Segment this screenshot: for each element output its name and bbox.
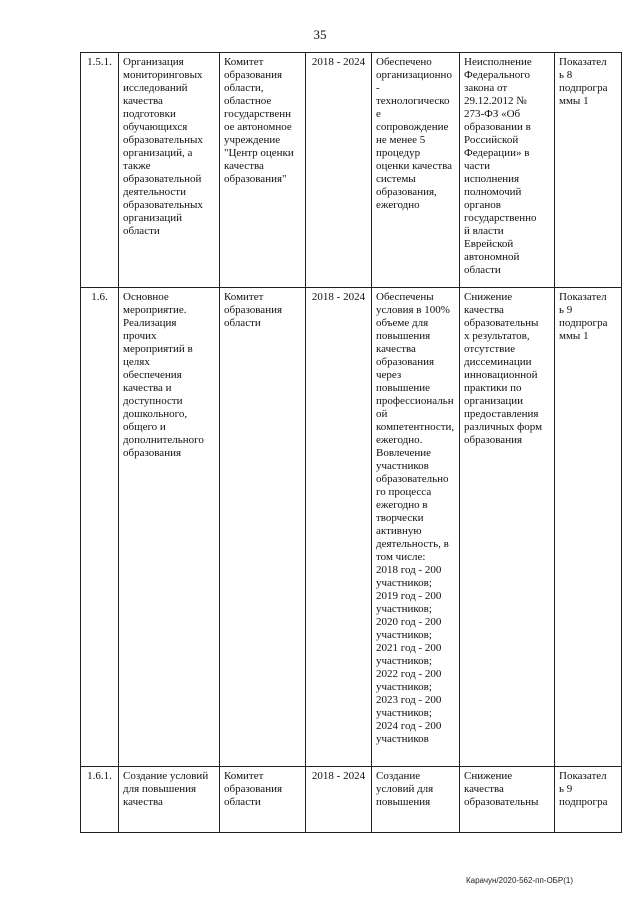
cell-text-line: системы [376,173,416,185]
cell-expected-result [372,767,460,833]
cell-text-line: подпрогра [559,796,608,808]
cell-text-line: предоставления [464,408,539,420]
cell-text-line: ь 8 [559,69,573,81]
cell-text-line: целях [123,356,150,368]
cell-text-line: области [224,796,261,808]
cell-text-line: качества [376,343,416,355]
cell-text-line: обеспечения [123,369,182,381]
cell-text-line: также [123,160,151,172]
cell-text-line: образования, [376,186,437,198]
cell-expected-result [372,288,460,767]
cell-text-line: Вовлечение [376,447,432,459]
cell-text-line: Обеспечено [376,56,432,68]
cell-number: 1.5.1. [81,53,119,288]
cell-text-line: организационно [376,69,452,81]
table-row [81,767,622,833]
cell-text-line: повышения [376,330,431,342]
cell-text-line: обучающихся [123,121,188,133]
cell-text-line: Российской [464,134,519,146]
cell-text-line: качества [123,95,163,107]
cell-text-line: 29.12.2012 № [464,95,527,107]
cell-text-line: образовательны [464,796,539,808]
cell-text-line: процедур [376,147,421,159]
cell-text-line: практики по [464,382,522,394]
measures-table [80,52,622,833]
table-row [81,288,622,767]
cell-text-line: 2021 год - 200 [376,642,442,654]
cell-text-line: Показател [559,770,607,782]
cell-text-line: исследований [123,82,188,94]
cell-text-line: общего и [123,421,166,433]
cell-text-line: 2018 год - 200 [376,564,442,576]
cell-text-line: активную [376,525,422,537]
cell-text-line: качества [123,796,163,808]
cell-text-line: Снижение [464,291,513,303]
cell-text-line: участников; [376,577,432,589]
cell-text-line: организации [464,395,524,407]
cell-measure-name [119,767,220,833]
cell-text-line: образования [123,447,182,459]
cell-text-line: образования [224,304,283,316]
cell-text-line: участников; [376,681,432,693]
cell-text-line: образовательных [123,199,203,211]
cell-text-line: автономной [464,251,520,263]
cell-text-line: Снижение [464,770,513,782]
cell-text-line: Неисполнение [464,56,532,68]
cell-text-line: областное [224,95,272,107]
cell-text-line: отсутствие [464,343,516,355]
cell-text-line: Основное [123,291,169,303]
cell-text-line: ое автономное [224,121,292,133]
cell-text-line: ежегодно в [376,499,428,511]
cell-text-line: области [464,264,501,276]
cell-text-line: образования [224,69,283,81]
cell-text-line: качества [464,304,504,316]
cell-text-line: качества [464,783,504,795]
cell-text-line: участников [376,460,429,472]
page-number: 35 [313,27,327,42]
cell-text-line: прочих [123,330,157,342]
cell-text-line: подпрогра [559,317,608,329]
cell-text-line: Федерации» в [464,147,530,159]
cell-text-line: области [224,317,261,329]
cell-text-line: участников; [376,629,432,641]
cell-text-line: организаций, а [123,147,193,159]
cell-text-line: образовании в [464,121,531,133]
cell-text-line: исполнения [464,173,520,185]
cell-measure-name [119,288,220,767]
cell-text-line: го процесса [376,486,432,498]
cell-consequence [460,53,555,288]
cell-text-line: образования [464,434,523,446]
cell-text-line: диссеминации [464,356,532,368]
cell-text-line: области, [224,82,264,94]
cell-text-line: профессиональн [376,395,454,407]
cell-text-line: 2019 год - 200 [376,590,442,602]
cell-text-line: Обеспечены [376,291,434,303]
cell-text-line: различных форм [464,421,543,433]
cell-text-line: сопровождение [376,121,449,133]
cell-text-line: условий для [376,783,434,795]
cell-text-line: Комитет [224,770,264,782]
cell-text-line: 2020 год - 200 [376,616,442,628]
cell-text-line: дошкольного, [123,408,188,420]
cell-text-line: для повышения [123,783,197,795]
cell-executor [220,767,306,833]
cell-text-line: образовательны [464,317,539,329]
cell-text-line: Еврейской [464,238,514,250]
cell-text-line: й власти [464,225,504,237]
cell-text-line: образования [224,783,283,795]
cell-text-line: через [376,369,402,381]
cell-expected-result [372,53,460,288]
cell-text-line: образования [376,356,435,368]
cell-text-line: мониторинговых [123,69,203,81]
cell-number: 1.6.1. [81,767,119,833]
cell-text-line: Создание [376,770,421,782]
cell-text-line: 273-ФЗ «Об [464,108,521,120]
cell-text-line: образовательной [123,173,202,185]
cell-text-line: подпрогра [559,82,608,94]
cell-text-line: Показател [559,56,607,68]
cell-text-line: части [464,160,490,172]
cell-text-line: повышение [376,382,430,394]
cell-period: 2018 - 2024 [306,767,372,833]
cell-text-line: доступности [123,395,183,407]
cell-text-line: ь 9 [559,783,573,795]
cell-text-line: качества и [123,382,172,394]
cell-text-line: государственн [224,108,292,120]
cell-indicator [555,53,622,288]
cell-text-line: качества [224,160,264,172]
cell-measure-name [119,53,220,288]
cell-text-line: Создание условий [123,770,209,782]
cell-text-line: подготовки [123,108,176,120]
cell-text-line: ммы 1 [559,330,589,342]
cell-text-line: Реализация [123,317,177,329]
cell-text-line: Показател [559,291,607,303]
cell-consequence [460,767,555,833]
footer-document-code: Карачун/2020-562-пп-ОБР(1) [466,876,574,885]
cell-text-line: ежегодно [376,199,420,211]
cell-text-line: Организация [123,56,184,68]
cell-text-line: Комитет [224,291,264,303]
cell-text-line: не менее 5 [376,134,426,146]
cell-text-line: организаций [123,212,183,224]
cell-text-line: инновационной [464,369,538,381]
cell-text-line: 2022 год - 200 [376,668,442,680]
cell-text-line: мероприятий в [123,343,193,355]
cell-text-line: - [376,82,380,94]
cell-indicator [555,288,622,767]
cell-text-line: государственно [464,212,537,224]
cell-text-line: компетентности, [376,421,455,433]
cell-text-line: образовательно [376,473,449,485]
cell-text-line: участников [376,733,429,745]
cell-text-line: объеме для [376,317,429,329]
cell-text-line: полномочий [464,186,522,198]
cell-text-line: ой [376,408,388,420]
cell-text-line: е [376,108,381,120]
cell-text-line: х результатов, [464,330,530,342]
cell-text-line: участников; [376,707,432,719]
cell-text-line: участников; [376,603,432,615]
cell-text-line: мероприятие. [123,304,187,316]
cell-text-line: области [123,225,160,237]
cell-text-line: условия в 100% [376,304,450,316]
cell-text-line: дополнительного [123,434,204,446]
cell-number: 1.6. [81,288,119,767]
cell-text-line: ежегодно. [376,434,423,446]
cell-text-line: деятельности [123,186,186,198]
cell-text-line: ммы 1 [559,95,589,107]
table-row [81,53,622,288]
cell-text-line: учреждение [224,134,281,146]
cell-executor [220,53,306,288]
cell-text-line: Федерального [464,69,531,81]
cell-period: 2018 - 2024 [306,288,372,767]
cell-consequence [460,288,555,767]
cell-text-line: творчески [376,512,424,524]
cell-text-line: образования" [224,173,287,185]
cell-text-line: "Центр оценки [224,147,294,159]
cell-text-line: технологическо [376,95,450,107]
cell-text-line: том числе: [376,551,426,563]
cell-text-line: ь 9 [559,304,573,316]
cell-indicator [555,767,622,833]
cell-text-line: Комитет [224,56,264,68]
cell-text-line: оценки качества [376,160,453,172]
cell-text-line: органов [464,199,501,211]
cell-text-line: образовательных [123,134,203,146]
cell-text-line: 2024 год - 200 [376,720,442,732]
cell-text-line: закона от [464,82,508,94]
cell-executor [220,288,306,767]
cell-text-line: повышения [376,796,431,808]
cell-text-line: деятельность, в [376,538,449,550]
cell-text-line: участников; [376,655,432,667]
cell-text-line: 2023 год - 200 [376,694,442,706]
cell-period: 2018 - 2024 [306,53,372,288]
